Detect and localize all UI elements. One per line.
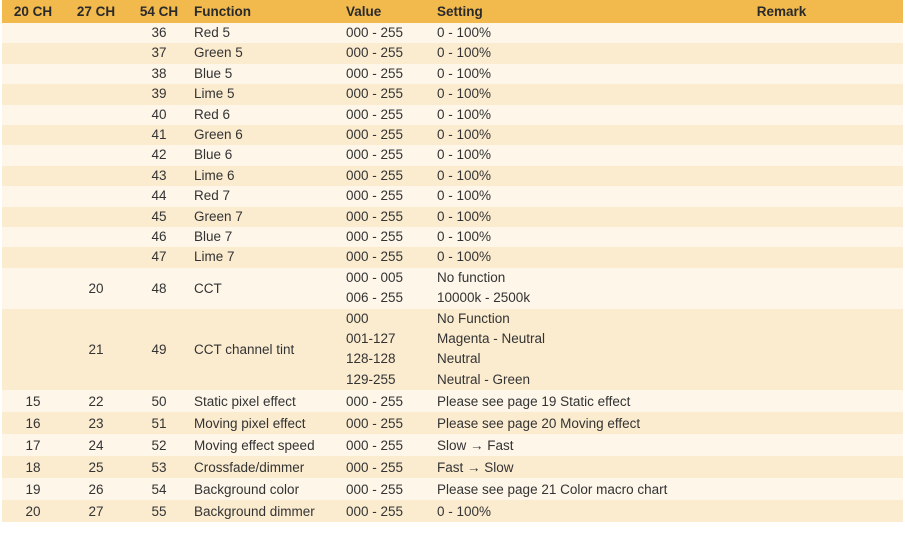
cell-setting: 0 - 100% [433, 64, 660, 84]
cell-27ch: 24 [64, 434, 128, 456]
table-row [2, 390, 903, 412]
cell-54ch: 39 [128, 84, 190, 104]
cell-27ch: 25 [64, 456, 128, 478]
cell-setting: 0 - 100% [433, 166, 660, 186]
table-row [2, 478, 903, 500]
table-row [2, 268, 903, 309]
cell-function: Static pixel effect [190, 390, 342, 412]
table-row [2, 84, 903, 104]
cell-value-list [342, 268, 433, 309]
cell-20ch: 20 [2, 500, 64, 522]
table-row [2, 500, 903, 522]
cell-setting: 0 - 100% [433, 84, 660, 104]
cell-20ch [2, 64, 64, 84]
setting-text: Neutral - Green [437, 371, 531, 387]
cell-function: CCT [190, 268, 342, 309]
cell-27ch [64, 43, 128, 63]
header-27ch: 27 CH [64, 0, 128, 23]
cell-function: Lime 6 [190, 166, 342, 186]
cell-setting: 0 - 100% [433, 227, 660, 247]
cell-54ch: 51 [128, 412, 190, 434]
cell-function: Blue 5 [190, 64, 342, 84]
cell-54ch: 37 [128, 43, 190, 63]
table-row [2, 227, 903, 247]
cell-setting: 0 - 100% [433, 105, 660, 125]
header-setting: Setting [433, 0, 660, 23]
cell-function: Blue 7 [190, 227, 342, 247]
cell-remark [660, 456, 903, 478]
table-row [2, 145, 903, 165]
cell-value: 000 - 255 [342, 500, 433, 522]
cell-27ch [64, 145, 128, 165]
cell-54ch: 45 [128, 207, 190, 227]
table-row [2, 207, 903, 227]
cell-remark [660, 434, 903, 456]
cell-remark [660, 166, 903, 186]
cell-remark [660, 412, 903, 434]
cell-20ch [2, 84, 64, 104]
cell-27ch [64, 166, 128, 186]
cell-27ch [64, 105, 128, 125]
cell-setting-list [433, 268, 660, 309]
cell-setting: 0 - 100% [433, 145, 660, 165]
cell-20ch [2, 105, 64, 125]
value-range: 000 [346, 310, 369, 326]
cell-remark [660, 247, 903, 267]
cell-setting: 0 - 100% [433, 186, 660, 206]
cell-value: 000 - 255 [342, 478, 433, 500]
cell-54ch: 41 [128, 125, 190, 145]
cell-function: Red 5 [190, 23, 342, 43]
cell-value: 000 - 255 [342, 84, 433, 104]
cell-remark [660, 268, 903, 309]
cell-function: Lime 7 [190, 247, 342, 267]
cell-remark [660, 64, 903, 84]
cell-function: Crossfade/dimmer [190, 456, 342, 478]
cell-54ch: 36 [128, 23, 190, 43]
cell-value: 000 - 255 [342, 207, 433, 227]
cell-setting: 0 - 100% [433, 23, 660, 43]
table-row [2, 105, 903, 125]
cell-20ch [2, 247, 64, 267]
cell-27ch: 20 [64, 268, 128, 309]
cell-value: 000 - 255 [342, 227, 433, 247]
cell-27ch: 21 [64, 309, 128, 391]
cell-function: Background color [190, 478, 342, 500]
cell-27ch [64, 207, 128, 227]
cell-54ch: 42 [128, 145, 190, 165]
cell-value: 000 - 255 [342, 247, 433, 267]
cell-setting: Please see page 21 Color macro chart [433, 478, 660, 500]
cell-54ch: 53 [128, 456, 190, 478]
cell-function: Moving pixel effect [190, 412, 342, 434]
cell-function: Background dimmer [190, 500, 342, 522]
cell-27ch: 22 [64, 390, 128, 412]
cell-20ch: 16 [2, 412, 64, 434]
cell-20ch: 15 [2, 390, 64, 412]
cell-function: CCT channel tint [190, 309, 342, 391]
cell-20ch [2, 23, 64, 43]
cell-54ch: 40 [128, 105, 190, 125]
header-function: Function [190, 0, 342, 23]
cell-function: Lime 5 [190, 84, 342, 104]
table-row [2, 434, 903, 456]
cell-value: 000 - 255 [342, 145, 433, 165]
cell-value-list [342, 309, 433, 391]
cell-setting: 0 - 100% [433, 125, 660, 145]
cell-setting: 0 - 100% [433, 207, 660, 227]
cell-remark [660, 125, 903, 145]
table-row [2, 412, 903, 434]
dmx-channel-table [2, 0, 903, 522]
cell-remark [660, 105, 903, 125]
cell-function: Green 7 [190, 207, 342, 227]
header-remark: Remark [660, 0, 903, 23]
cell-27ch [64, 247, 128, 267]
cell-20ch: 17 [2, 434, 64, 456]
cell-54ch: 55 [128, 500, 190, 522]
cell-20ch [2, 227, 64, 247]
cell-remark [660, 500, 903, 522]
setting-text: No Function [437, 310, 510, 326]
cell-20ch [2, 43, 64, 63]
header-54ch: 54 CH [128, 0, 190, 23]
cell-value: 000 - 255 [342, 434, 433, 456]
cell-20ch [2, 207, 64, 227]
cell-27ch [64, 125, 128, 145]
cell-remark [660, 84, 903, 104]
cell-function: Green 5 [190, 43, 342, 63]
cell-20ch [2, 145, 64, 165]
table-row [2, 456, 903, 478]
table-row [2, 125, 903, 145]
cell-remark [660, 186, 903, 206]
cell-remark [660, 390, 903, 412]
cell-27ch: 23 [64, 412, 128, 434]
cell-remark [660, 309, 903, 391]
cell-54ch: 50 [128, 390, 190, 412]
cell-value: 000 - 255 [342, 64, 433, 84]
cell-20ch: 19 [2, 478, 64, 500]
cell-27ch: 26 [64, 478, 128, 500]
value-range: 128-128 [346, 351, 396, 367]
table-row [2, 166, 903, 186]
cell-value: 000 - 255 [342, 23, 433, 43]
cell-27ch [64, 64, 128, 84]
cell-54ch: 44 [128, 186, 190, 206]
cell-setting: 0 - 100% [433, 247, 660, 267]
cell-setting: Please see page 20 Moving effect [433, 412, 660, 434]
cell-function: Moving effect speed [190, 434, 342, 456]
cell-remark [660, 207, 903, 227]
table-row [2, 64, 903, 84]
cell-value: 000 - 255 [342, 456, 433, 478]
setting-text: No function [437, 269, 506, 285]
cell-remark [660, 145, 903, 165]
header-20ch: 20 CH [2, 0, 64, 23]
table-row [2, 247, 903, 267]
cell-54ch: 46 [128, 227, 190, 247]
cell-function: Red 6 [190, 105, 342, 125]
cell-54ch: 47 [128, 247, 190, 267]
cell-setting: Slow → Fast [433, 434, 660, 456]
table-body [2, 23, 903, 522]
cell-54ch: 52 [128, 434, 190, 456]
table-header-row [2, 0, 903, 23]
cell-remark [660, 23, 903, 43]
cell-function: Red 7 [190, 186, 342, 206]
cell-20ch [2, 186, 64, 206]
table-row [2, 186, 903, 206]
cell-54ch: 38 [128, 64, 190, 84]
table-row [2, 43, 903, 63]
table-row [2, 309, 903, 391]
cell-function: Green 6 [190, 125, 342, 145]
value-range: 001-127 [346, 331, 396, 347]
header-value: Value [342, 0, 433, 23]
cell-54ch: 49 [128, 309, 190, 391]
cell-20ch [2, 268, 64, 309]
cell-value: 000 - 255 [342, 166, 433, 186]
setting-text: 10000k - 2500k [437, 290, 531, 306]
cell-value: 000 - 255 [342, 125, 433, 145]
cell-54ch: 43 [128, 166, 190, 186]
cell-20ch: 18 [2, 456, 64, 478]
cell-27ch [64, 23, 128, 43]
cell-27ch [64, 186, 128, 206]
setting-text: Neutral [437, 351, 481, 367]
cell-20ch [2, 309, 64, 391]
cell-value: 000 - 255 [342, 412, 433, 434]
cell-value: 000 - 255 [342, 186, 433, 206]
cell-setting: 0 - 100% [433, 43, 660, 63]
cell-setting: Fast → Slow [433, 456, 660, 478]
cell-remark [660, 478, 903, 500]
setting-text: Magenta - Neutral [437, 331, 546, 347]
table-row [2, 23, 903, 43]
cell-27ch [64, 84, 128, 104]
value-range: 006 - 255 [346, 290, 404, 306]
cell-setting: Please see page 19 Static effect [433, 390, 660, 412]
cell-54ch: 54 [128, 478, 190, 500]
cell-20ch [2, 125, 64, 145]
cell-remark [660, 227, 903, 247]
cell-value: 000 - 255 [342, 43, 433, 63]
cell-54ch: 48 [128, 268, 190, 309]
value-range: 129-255 [346, 371, 396, 387]
cell-setting: 0 - 100% [433, 500, 660, 522]
cell-27ch: 27 [64, 500, 128, 522]
value-range: 000 - 005 [346, 269, 404, 285]
cell-function: Blue 6 [190, 145, 342, 165]
cell-20ch [2, 166, 64, 186]
cell-remark [660, 43, 903, 63]
cell-value: 000 - 255 [342, 105, 433, 125]
cell-27ch [64, 227, 128, 247]
cell-value: 000 - 255 [342, 390, 433, 412]
cell-setting-list [433, 309, 660, 391]
